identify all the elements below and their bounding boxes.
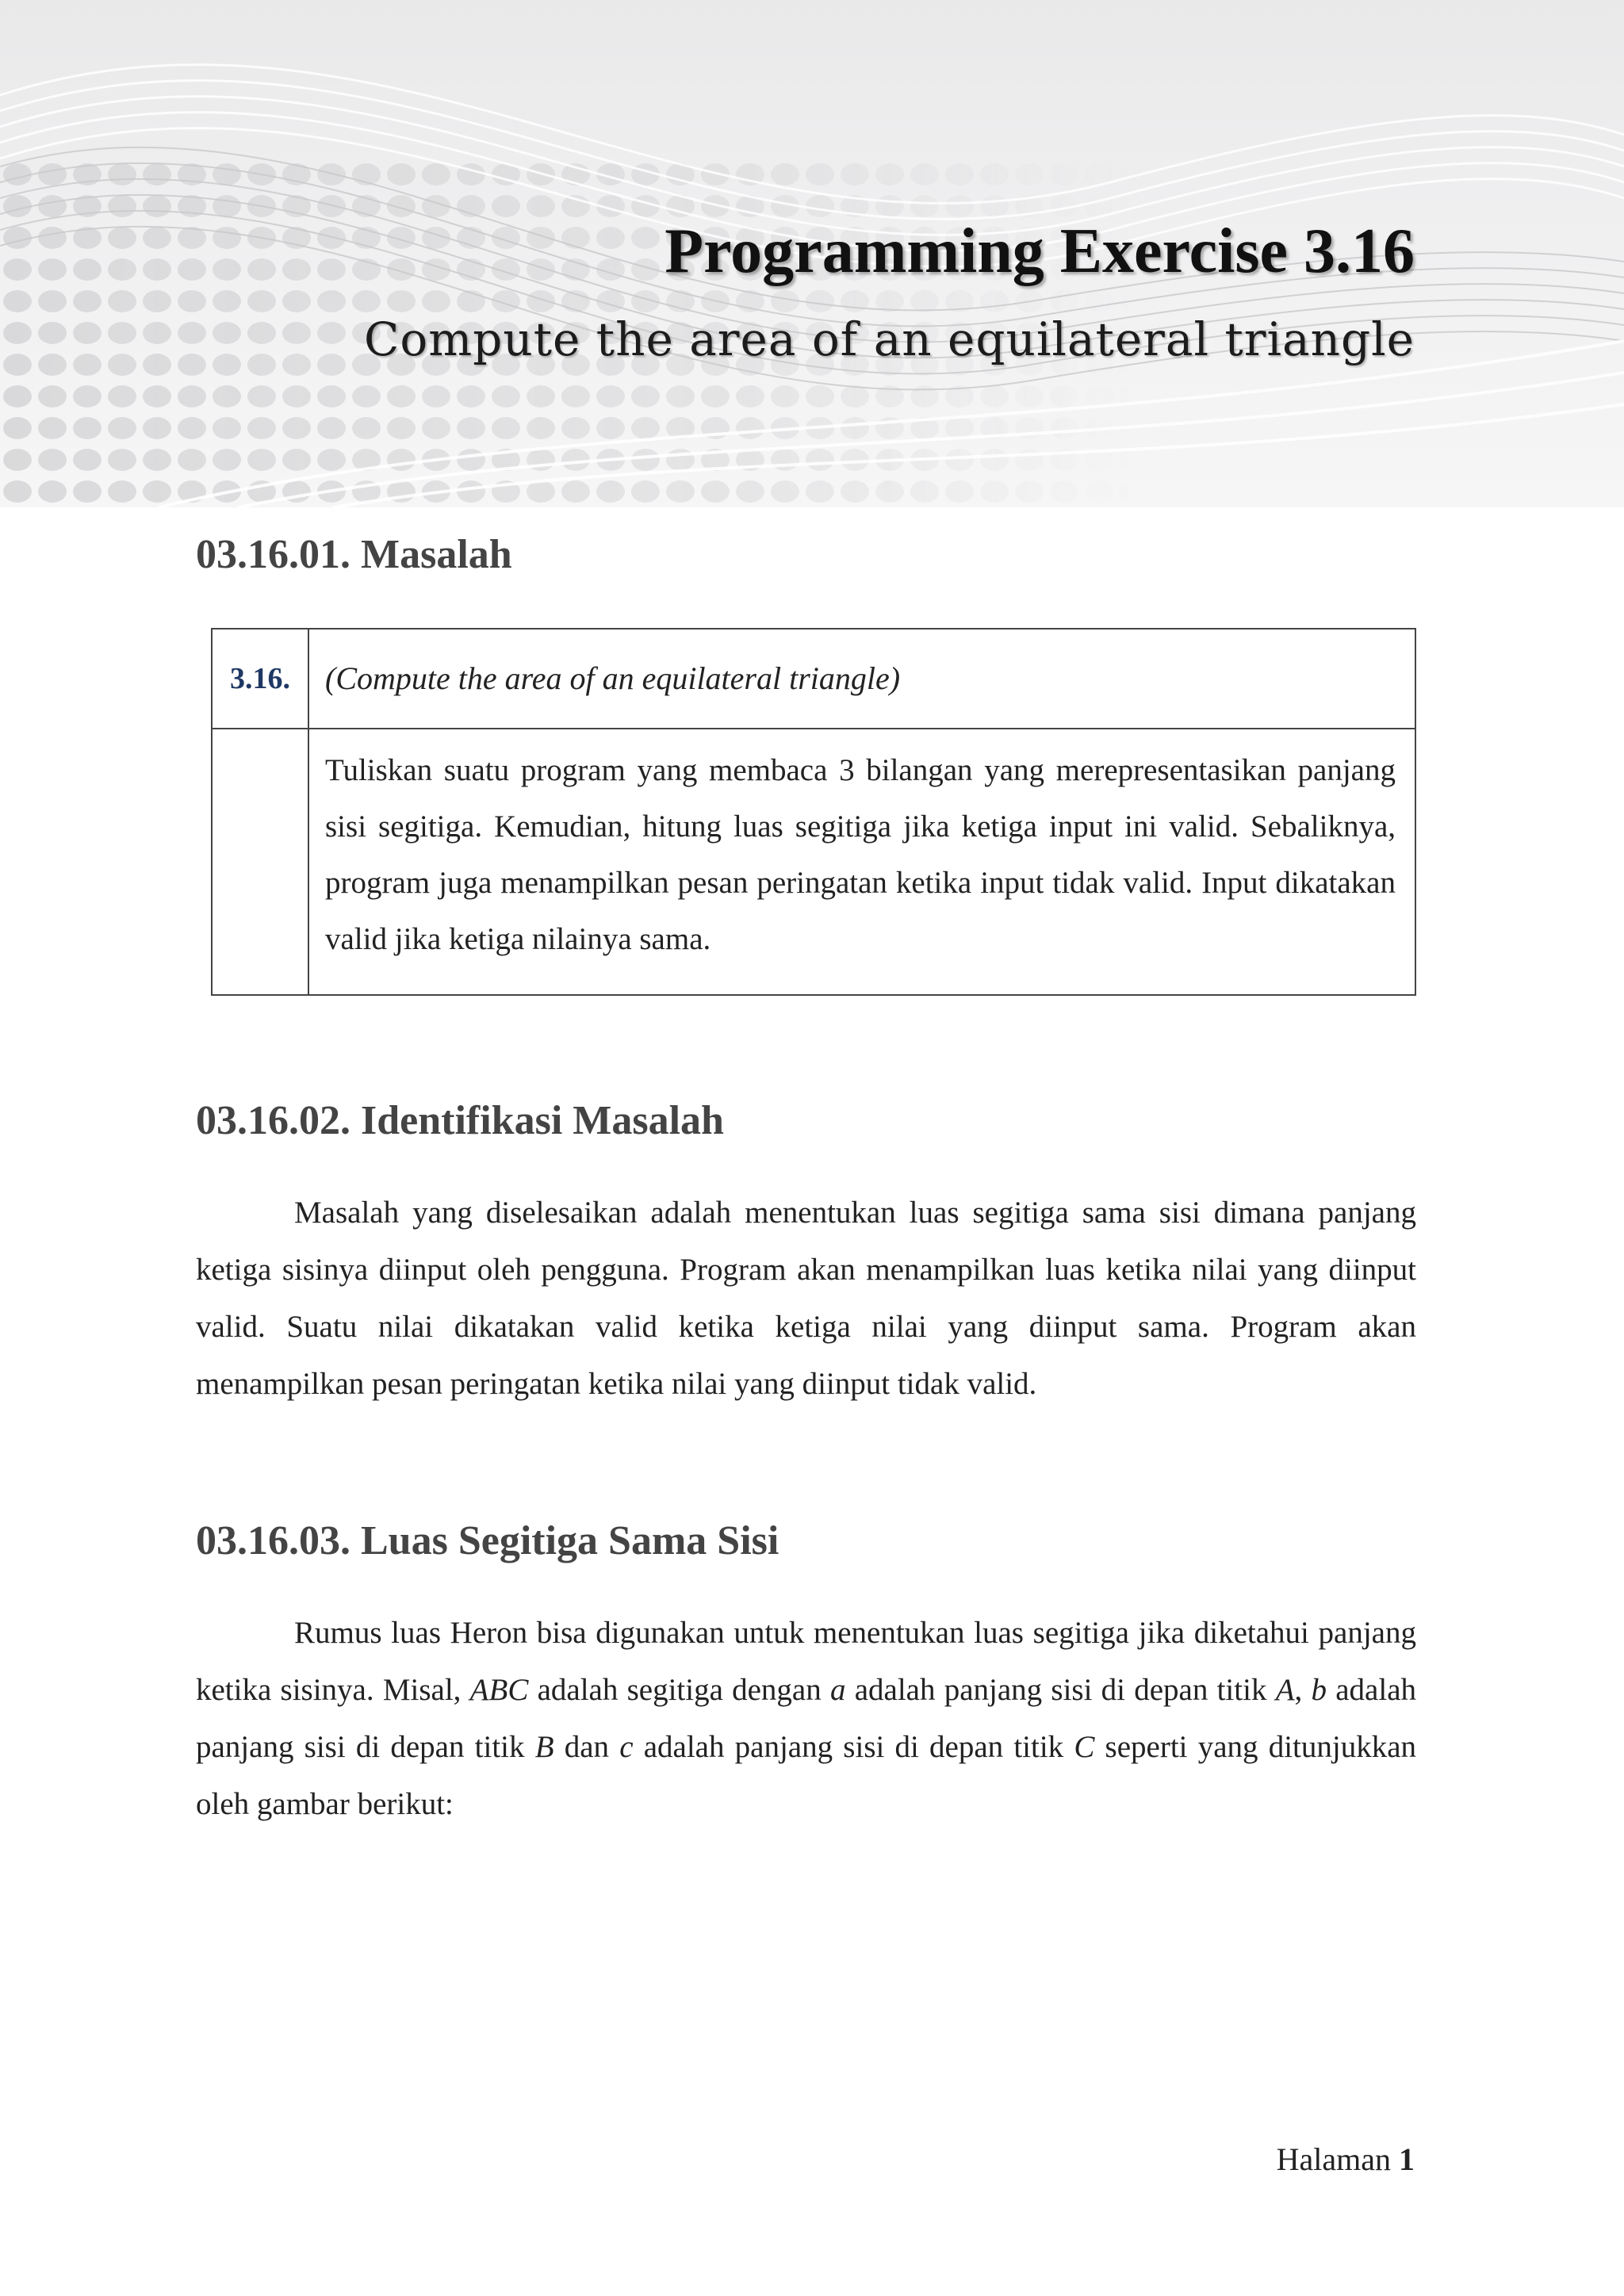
- table-divider-vertical: [308, 629, 309, 994]
- var-abc: ABC: [469, 1673, 529, 1707]
- heron-text: dan: [553, 1730, 620, 1764]
- var-vertex-a: A: [1275, 1673, 1295, 1707]
- table-divider-horizontal: [213, 728, 1415, 729]
- page-number: 1: [1399, 2141, 1415, 2177]
- heron-text: seperti yang ditunjukkan oleh gambar berikut:: [196, 1730, 1417, 1821]
- section-heading-identifikasi: 03.16.02. Identifikasi Masalah: [196, 1098, 724, 1143]
- page-title: Programming Exercise 3.16: [665, 216, 1415, 286]
- problem-description: Tuliskan suatu program yang membaca 3 bilangan yang merepresentasikan panjang sisi segitiga. Kemudian, hitung luas segitiga jika ketiga input ini valid. Sebaliknya, program juga menampilkan pesan peringatan ketika input tidak valid. Input dikatakan valid jika ketiga nilainya sama.: [325, 753, 1396, 956]
- section-heading-luas: 03.16.03. Luas Segitiga Sama Sisi: [196, 1518, 779, 1563]
- heron-text: adalah panjang sisi di depan titik: [196, 1673, 1417, 1764]
- heron-text: adalah panjang sisi di depan titik: [845, 1673, 1276, 1707]
- var-b: b: [1311, 1673, 1327, 1707]
- page-subtitle: Compute the area of an equilateral triangle: [363, 312, 1415, 366]
- var-vertex-b: B: [534, 1730, 554, 1764]
- heron-text: adalah panjang sisi di depan titik: [633, 1730, 1074, 1764]
- heron-paragraph: [196, 1605, 1416, 1833]
- footer-label: Halaman: [1276, 2141, 1399, 2177]
- var-vertex-c: C: [1074, 1730, 1095, 1764]
- problem-title: (Compute the area of an equilateral triangle): [325, 660, 901, 696]
- section-heading-masalah: 03.16.01. Masalah: [196, 532, 512, 577]
- heron-text: Rumus luas Heron bisa digunakan untuk menentukan luas segitiga jika diketahui panjang ketika sisinya. Misal,: [196, 1616, 1416, 1707]
- identification-paragraph: Masalah yang diselesaikan adalah menentukan luas segitiga sama sisi dimana panjang ketiga sisinya diinput oleh pengguna. Program akan menampilkan luas ketika nilai yang diinput valid. Suatu nilai dikatakan valid ketika ketiga nilai yang diinput sama. Program akan menampilkan pesan peringatan ketika nilai yang diinput tidak valid.: [196, 1196, 1416, 1401]
- page-footer: [1277, 2141, 1415, 2178]
- problem-box: [211, 628, 1416, 996]
- var-a: a: [829, 1673, 846, 1707]
- heron-text: ,: [1294, 1673, 1312, 1707]
- problem-number: 3.16.: [230, 662, 290, 695]
- var-c: c: [619, 1730, 634, 1764]
- heron-text: adalah segitiga dengan: [528, 1673, 830, 1707]
